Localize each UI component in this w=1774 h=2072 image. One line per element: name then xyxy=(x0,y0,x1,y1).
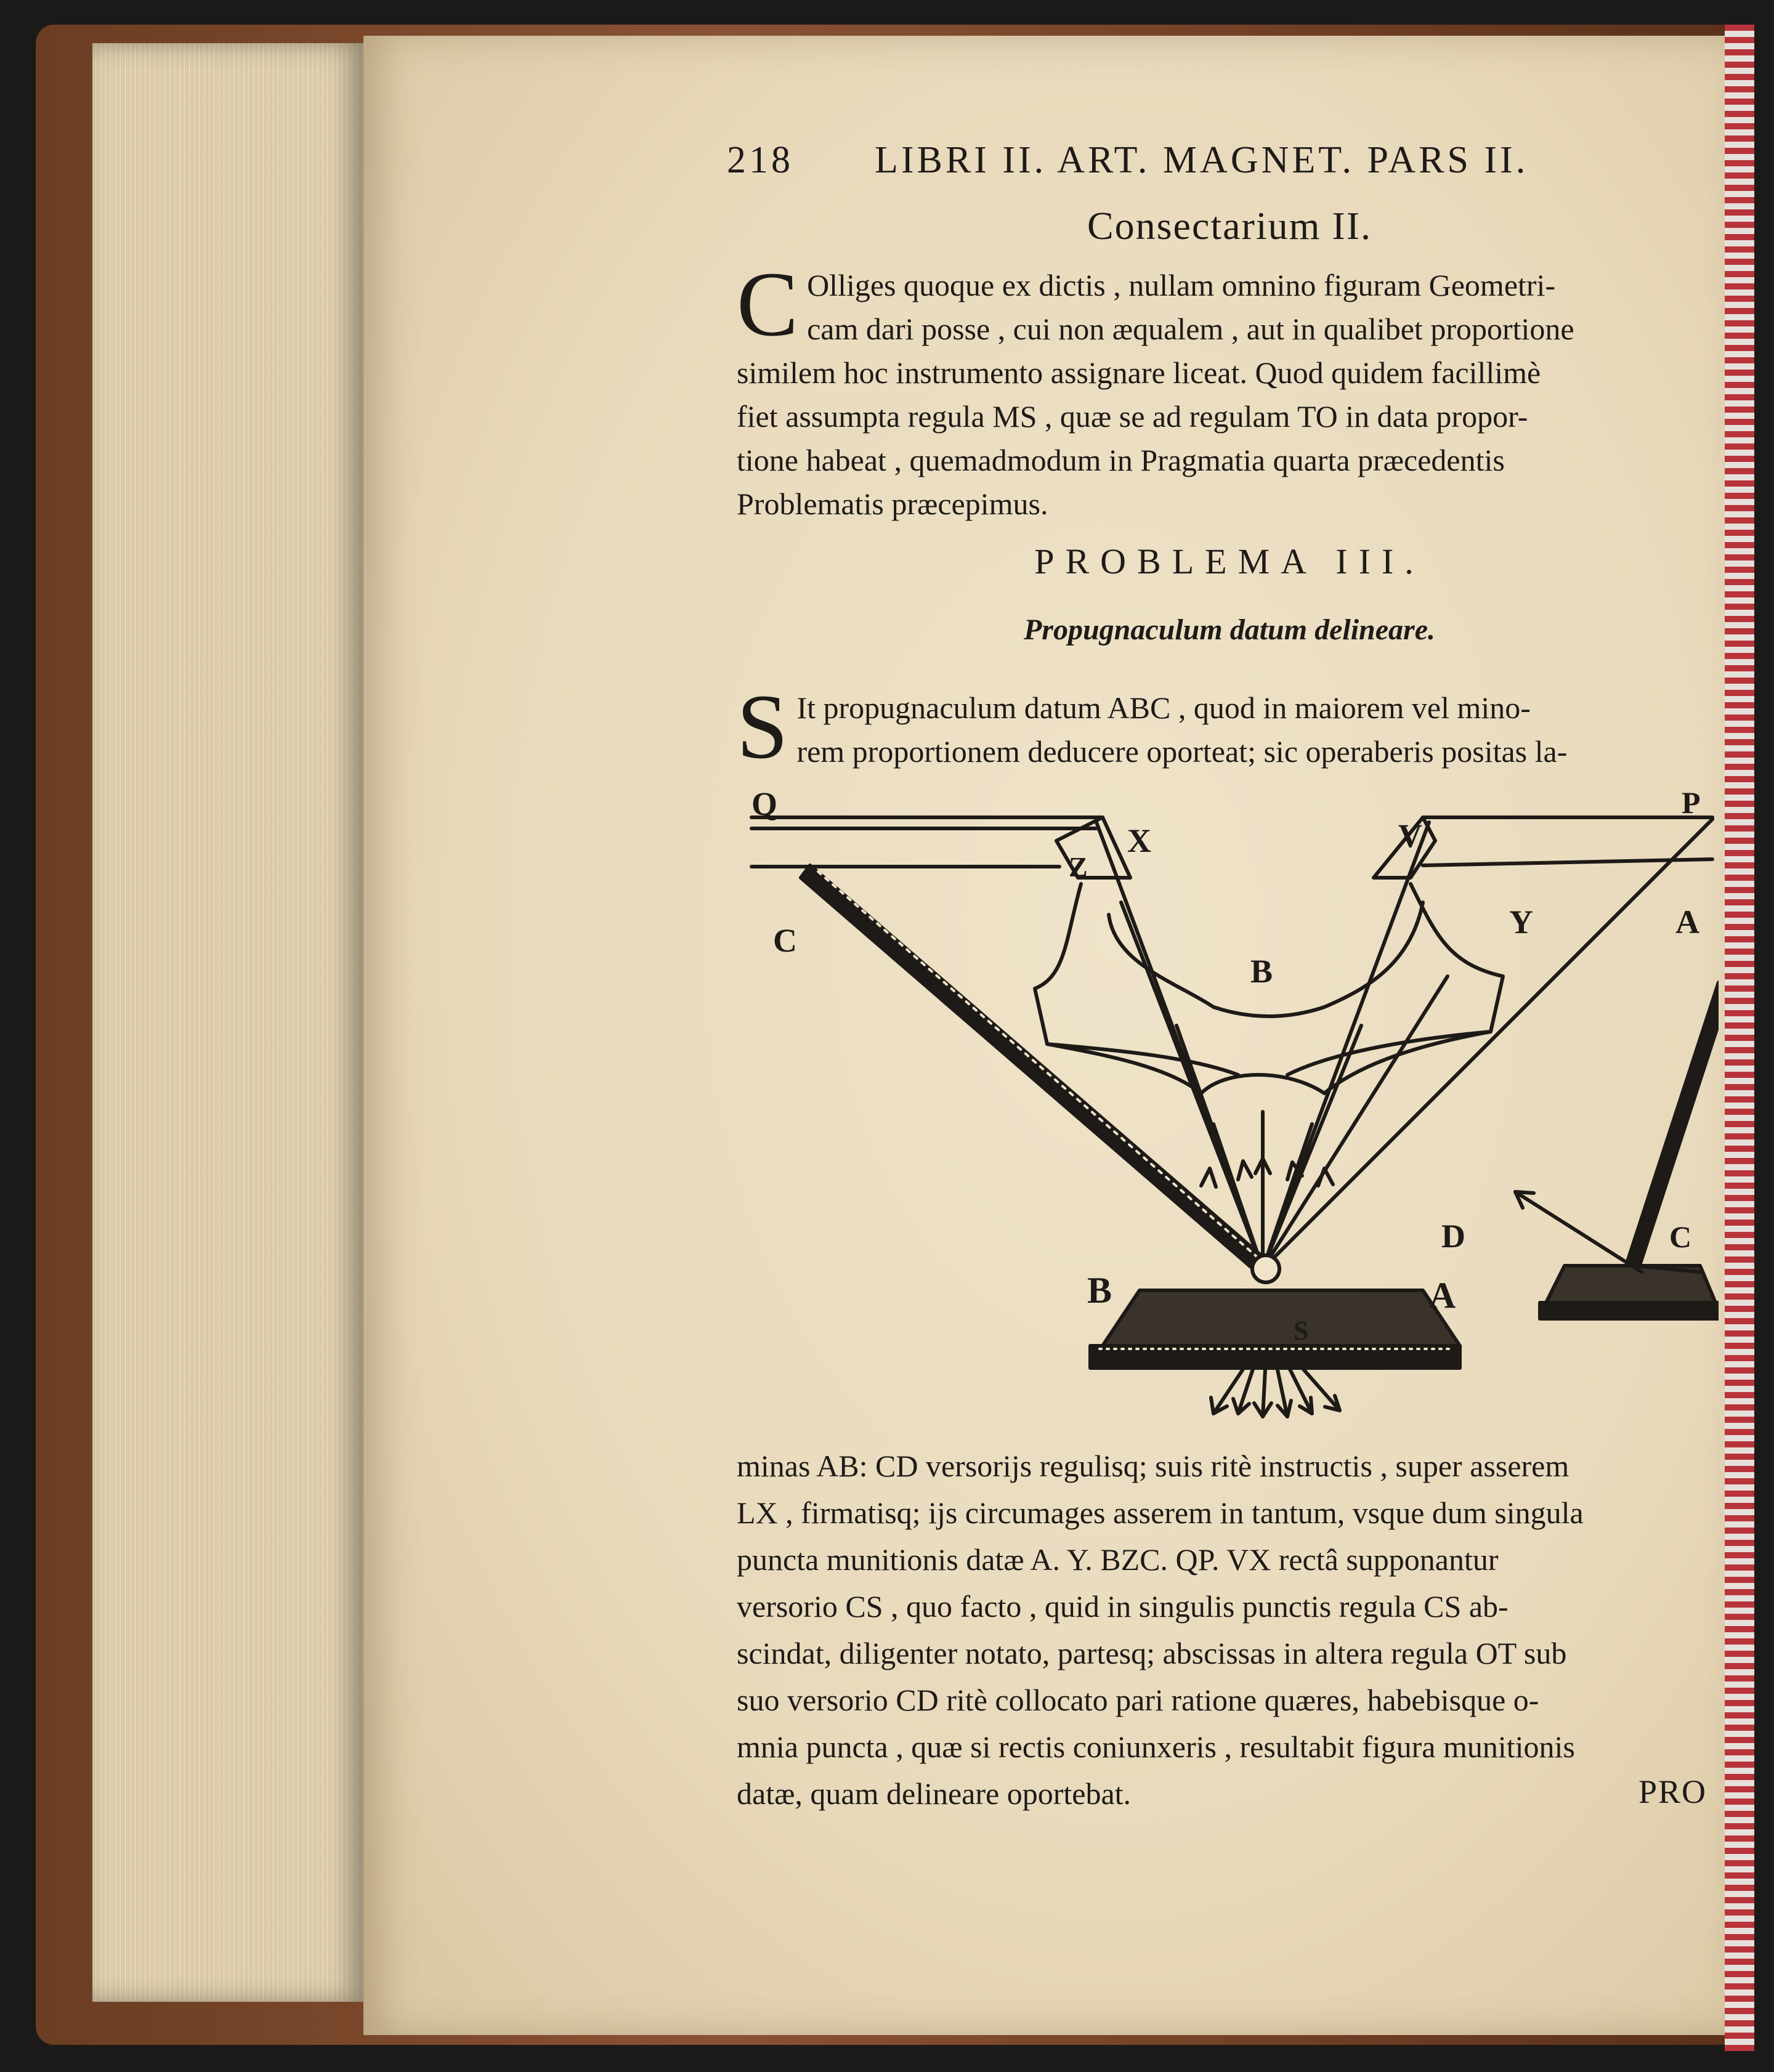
paragraph-problem xyxy=(737,676,1722,778)
text-line: mnia puncta , quæ si rectis coniunxeris , resultabit figura munitionis xyxy=(737,1730,1575,1764)
catchword: PRO xyxy=(1638,1773,1707,1810)
woodcut-figure xyxy=(745,779,1719,1426)
text-line: similem hoc instrumento assignare liceat. Quod quidem facillimè xyxy=(737,355,1541,390)
problem-subtitle: Propugnaculum datum delineare. xyxy=(1023,613,1436,646)
red-page-marker xyxy=(1725,25,1754,2051)
text-line: It propugnaculum datum ABC , quod in maiorem vel mino- xyxy=(796,690,1531,725)
text-line: scindat, diligenter notato, partesq; abscissas in altera regula OT sub xyxy=(737,1636,1567,1670)
running-title: LIBRI II. ART. MAGNET. PARS II. xyxy=(875,139,1529,181)
figure-label-d: D xyxy=(1441,1218,1465,1255)
text-line: datæ, quam delineare oportebat. xyxy=(737,1776,1132,1811)
page-number: 218 xyxy=(727,139,793,181)
section-heading: Consectarium II. xyxy=(1087,204,1372,248)
text-line: suo versorio CD ritè collocato pari ratione quæres, habebisque o- xyxy=(737,1683,1539,1717)
figure-label-q: Q xyxy=(751,785,778,822)
text-line: rem proportionem deducere oporteat; sic operaberis positas la- xyxy=(796,734,1568,769)
dropcap: S xyxy=(737,676,788,778)
running-head xyxy=(727,139,1626,188)
text-line: fiet assumpta regula MS , quæ se ad regulam TO in data propor- xyxy=(737,399,1528,434)
problem-heading: PROBLEMA III. xyxy=(1034,541,1425,581)
figure-label-s: S xyxy=(1294,1316,1309,1346)
paragraph-instructions xyxy=(737,1443,1722,1817)
page-edges xyxy=(92,43,363,2002)
figure-label-z: Z xyxy=(1069,851,1088,883)
text-line: versorio CS , quo facto , quid in singulis punctis regula CS ab- xyxy=(737,1589,1509,1624)
figure-label-a-bottom: A xyxy=(1429,1275,1456,1316)
paragraph-consectarium xyxy=(737,253,1722,526)
text-line: puncta munitionis datæ A. Y. BZC. QP. VX rectâ supponantur xyxy=(737,1542,1499,1577)
figure-label-a-right: A xyxy=(1675,904,1699,941)
text-line: cam dari posse , cui non æqualem , aut in qualibet proportione xyxy=(807,312,1574,346)
figure-label-v: V xyxy=(1398,817,1422,854)
figure-label-y: Y xyxy=(1509,904,1533,941)
dropcap: C xyxy=(737,253,799,355)
text-line: Problematis præcepimus. xyxy=(737,487,1048,521)
figure-label-b-bottom: B xyxy=(1087,1270,1112,1311)
figure-label-c-right: C xyxy=(1669,1220,1692,1254)
text-line: Olliges quoque ex dictis , nullam omnino figuram Geometri- xyxy=(807,268,1556,302)
figure-label-c-left: C xyxy=(773,922,797,959)
figure-label-x: X xyxy=(1127,822,1151,859)
text-line: LX , firmatisq; ijs circumages asserem in tantum, vsque dum singula xyxy=(737,1495,1584,1530)
figure-label-b-top: B xyxy=(1250,953,1273,990)
figure-label-p: P xyxy=(1682,785,1701,820)
text-line: minas AB: CD versorijs regulisq; suis ritè instructis , super asserem xyxy=(737,1449,1569,1483)
text-line: tione habeat , quemadmodum in Pragmatia quarta præcedentis xyxy=(737,443,1505,477)
